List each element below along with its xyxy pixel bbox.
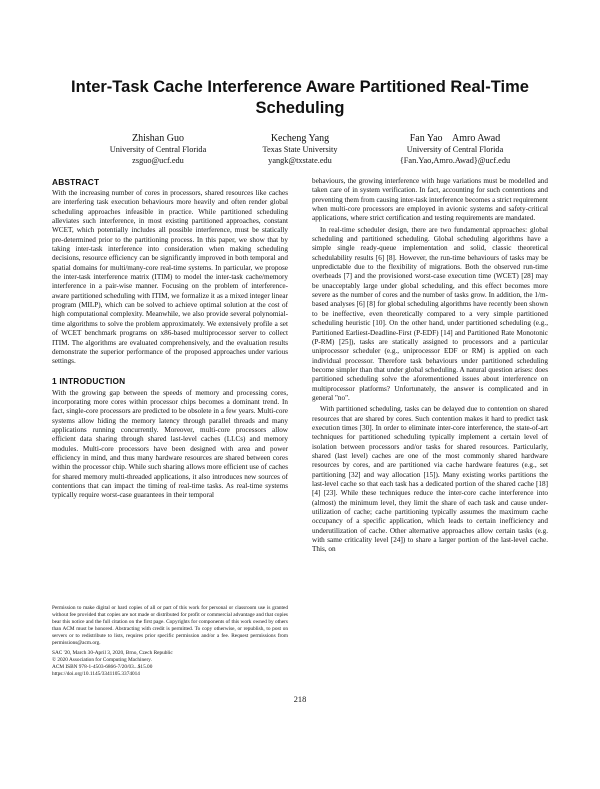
- author-email: {Fan.Yao,Amro.Awad}@ucf.edu: [399, 155, 511, 165]
- intro-paragraph-1: With the growing gap between the speeds of memory and processing cores, incorporating more cores within processor chips becomes a dominant trend. In fact, single-core processors are predicted to be obsolete in a few years. Multi-core systems allow hiding the memory latency through parallel threads and many applications running concurrently. Moreover, multi-core processors allow efficient data sharing through shared last-level caches (LLCs) and memory modules. Multi-core processors have been designed with area and power efficiency in mind, and thus many hardware resources are shared between cores within the processor chip. While such sharing allows more efficient use of caches for shared memory multi-threaded applications, it also introduces new sources of contentions that can impact the timing of real-time tasks. As real-time systems typically require worst-case guarantees in their temporal: [52, 388, 288, 500]
- abstract-text: With the increasing number of cores in processors, shared resources like caches are interfering task execution behaviours more heavily and often render global scheduling approaches infeasible in practice. While partitioned scheduling alleviates such interference, in most existing partitioned approaches, constant WCET, which potentially includes all possible interference, must be statically pre-determined prior to the partitioning process. In this paper, we show that by taking inter-task interference into consideration when making scheduling decisions, resource efficiency can be significantly improved in both temporal and spatial domains for multi/many-core real-time systems. In particular, we propose the inter-task interference matrix (ITIM) to model the inter-task cache/memory interference in a pair-wise manner. Focusing on the problem of interference-aware partitioned scheduling with ITIM, we formalize it as a mixed integer linear program (MILP), which can be solved to achieve optimal solution at the cost of high computational complexity. Meanwhile, we also provide several polynomial-time algorithms to solve the problem approximately. We extensively profile a set of WCET benchmark programs on x86-based multiprocessor server to collect ITIM. The algorithms are evaluated comprehensively, and the evaluation results demonstrate the superior performance of the proposed approaches under various settings.: [52, 189, 288, 366]
- intro-paragraph-continued: behaviours, the growing interference with huge variations must be modelled and taken care of in system verification. In fact, accounting for such contentions and preventing them from causing inter-task interference becomes a strict requirement when multi-core processors are employed in avionic systems and safety-critical applications, where strict certification and testing requirements are mandated.: [312, 177, 548, 223]
- copyright-line: © 2020 Association for Computing Machinery.: [52, 657, 152, 664]
- author-name: Fan Yao Amro Awad: [409, 133, 501, 144]
- paper-title: Inter-Task Cache Interference Aware Partitioned Real-Time Scheduling: [71, 78, 529, 117]
- abstract-heading: ABSTRACT: [52, 177, 100, 187]
- author-3: [380, 132, 530, 166]
- left-column: [52, 177, 288, 501]
- author-block: [0, 132, 600, 172]
- doi-link[interactable]: https://doi.org/10.1145/3341105.3374014: [52, 671, 140, 678]
- intro-paragraph-3: With partitioned scheduling, tasks can be delayed due to contention on shared resources that are shared by cores. Such contention makes it hard to predict task execution times [30]. In order to eliminate inter-core interference, the state-of-art techniques for partitioned scheduling typically implement a certain level of isolation between processors and/or tasks for shared resources. Particularly, shared (last level) caches are one of the most commonly shared hardware resources by cores, and are partitioned via cache hardware features (e.g., set partitioning [32] and way allocation [15]). Many existing works partitions the last-level cache so that each task has a dedicated portion of the shared cache [18] [4] [23]. While these techniques reduce the inter-core cache interference into (almost) the minimum level, they limit the share of each task and cause under-utilization of cache; cache partitioning typically assumes the maximum cache occupancy of a specific application, which leads to certain inefficiency and underutilization of cache. Other alternative approaches allow certain tasks (e.g. with same criticality level [24]) to share a larger portion of the last-level cache. This, on: [312, 405, 548, 554]
- author-name: Zhishan Guo: [132, 133, 184, 144]
- right-column: [312, 177, 548, 555]
- author-affiliation: University of Central Florida: [109, 145, 207, 154]
- author-email: yangk@txstate.edu: [268, 155, 332, 165]
- conference-line: SAC '20, March 30-April 3, 2020, Brno, Czech Republic: [52, 650, 173, 657]
- author-affiliation: University of Central Florida: [406, 145, 504, 154]
- author-name: Kecheng Yang: [270, 133, 330, 144]
- intro-paragraph-2: In real-time scheduler design, there are two fundamental approaches: global scheduling and partitioned scheduling. Global scheduling algorithms have a simple single ready-queue implementation and solid, classic theoretical schedulability results [6] [8]. However, the run-time behaviours of tasks may be unpredictable due to the flexibility of migrations. Both the observed run-time overheads [7] and the provisioned worst-case execution time (WCET) [28] may be unacceptably large under global scheduling, and this effect becomes more severe as the number of cores and the number of tasks grow. In addition, the 1/m-based analyses [6] [8] for global scheduling algorithms have recently been shown to be ineffective, even theoretically compared to a very simple partitioned scheduling heuristic [10]. On the other hand, under partitioned scheduling (e.g., Partitioned Earliest-Deadline-First (P-EDF) [14] and Partitioned Rate Monotonic (P-RM) [25]), tasks are statically assigned to processors and a particular uniprocessor scheduler (e.g., uniprocessor EDF or RM) is applied on each individual processor. Therefore task behaviours under partitioned scheduling become simpler than that under global scheduling. A natural question arises: does partitioned scheduling solve the aforementioned issues about interference on multiprocessor platforms? Unfortunately, the answer is complicated and in general "no".: [312, 225, 548, 402]
- copyright-footnote: [52, 605, 288, 678]
- author-1: [88, 132, 228, 166]
- permission-notice: Permission to make digital or hard copies of all or part of this work for personal or classroom use is granted without fee provided that copies are not made or distributed for profit or commercial advantage and that copies bear this notice and the full citation on the first page. Copyrights for components of this work owned by others than ACM must be honored. Abstracting with credit is permitted. To copy otherwise, or republish, to post on servers or to redistribute to lists, requires prior specific permission and/or a fee. Request permissions from permissions@acm.org.: [52, 605, 288, 646]
- page-number: 218: [293, 695, 307, 704]
- author-2: [232, 132, 368, 166]
- section-heading-introduction: 1 INTRODUCTION: [52, 375, 126, 386]
- author-email: zsguo@ucf.edu: [132, 155, 184, 165]
- author-affiliation: Texas State University: [262, 145, 338, 154]
- isbn-line: ACM ISBN 978-1-4503-6866-7/20/03...$15.00: [52, 664, 153, 671]
